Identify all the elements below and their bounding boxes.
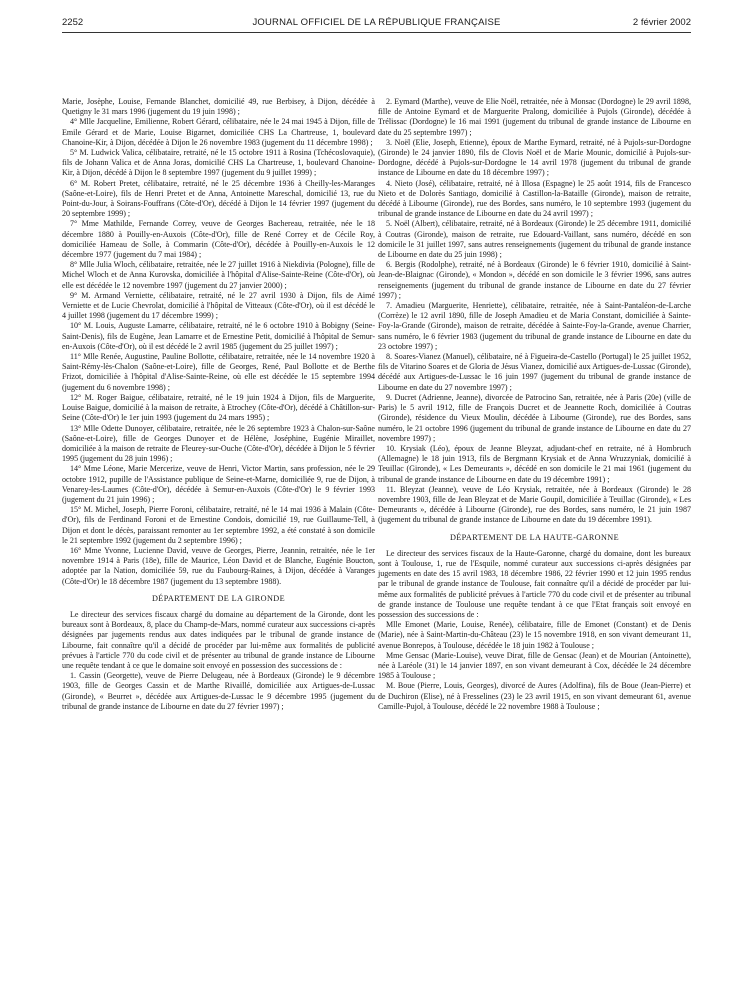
paragraph: 14° Mme Léone, Marie Mercerize, veuve de Henri, Victor Martin, sans profession, née le 29 octobre 1912, pupille de l'Assistance publique de Seine-et-Marne, domiciliée 9, rue de Dijon, à Venarey-les-Laumes (Côte-d'Or), décédée à Semur-en-Auxois (Côte-d'Or) le 9 février 1993 (jugement du 21 juin 1996) ; (62, 464, 375, 504)
paragraph: 13° Mlle Odette Dunoyer, célibataire, retraitée, née le 26 septembre 1923 à Chalon-sur-Saône (Saône-et-Loire), fille de Georges Dunoyer et de Hélène, Joséphine, Eugénie Miraillet, domiciliée à la maison de retraite de Fleurey-sur-Ouche (Côte-d'Or), décédée à Dijon le 5 février 1995 (jugement du 28 juin 1996) ; (62, 423, 375, 464)
left-column (62, 97, 375, 712)
paragraph: 1. Cassin (Georgette), veuve de Pierre Delugeau, née à Bordeaux (Gironde) le 9 décembre 1903, fille de Georges Cassin et de Marthe Rivaillé, domiciliée aux Artigues-de-Lussac (Gironde), « Beurret », décédée aux Artigues-de-Lussac le 9 décembre 1995 (jugement du tribunal de grande instance de Libourne en date du 27 février 1997) ; (62, 671, 375, 711)
paragraph: 9. Ducret (Adrienne, Jeanne), divorcée de Patrocino San, retraitée, née à Paris (20e) (ville de Paris) le 5 avril 1912, fille de François Ducret et de Jeannette Roch, domiciliée à Coutras (Gironde), résidence du Vieux Moulin, décédée à Libourne (Gironde), rue des Bordes, sans numéro, le 21 octobre 1996 (jugement du tribunal de grande instance de Libourne en date du 27 novembre 1997) ; (378, 392, 691, 443)
paragraph: 10° M. Louis, Auguste Lamarre, célibataire, retraité, né le 6 octobre 1910 à Bobigny (Seine-Saint-Denis), fils de Eugène, Jean Lamarre et de Ernestine Petit, domicilié à l'hôpital de Semur-en-Auxois (Côte-d'Or), où il est décédé le 2 avril 1985 (jugement du 25 juillet 1997) ; (62, 321, 375, 351)
paragraph: 9° M. Armand Verniette, célibataire, retraité, né le 27 avril 1930 à Dijon, fils de Aimé Verniette et de Lucie Chevrolat, domicilié à l'hôpital de Vitteaux (Côte-d'Or), où il est décédé le 4 juillet 1998 (jugement du 17 décembre 1999) ; (62, 290, 375, 321)
paragraph: M. Boue (Pierre, Louis, Georges), divorcé de Aures (Adolfina), fils de Boue (Jean-Pierre) et de Duchiron (Elise), né à Fresselines (23) le 23 avril 1915, en son vivant demeurant 61, avenue Camille-Pujol, à Toulouse, décédé le 22 novembre 1988 à Toulouse ; (378, 681, 691, 711)
paragraph: 5. Noël (Albert), célibataire, retraité, né à Bordeaux (Gironde) le 25 décembre 1911, domicilié à Coutras (Gironde), maison de retraite, rue Edouard-Vaillant, sans numéro, décédé en son domicile le 31 juillet 1997, sans autres renseignements (jugement du tribunal de grande instance de Libourne en date du 25 juin 1998) ; (378, 219, 691, 260)
paragraph: 15° M. Michel, Joseph, Pierre Foroni, célibataire, retraité, né le 14 mai 1936 à Malain (Côte-d'Or), fils de Ferdinand Foroni et de Ernestine Condois, domicilié 19, rue Guillaume-Tell, à Dijon et dont le décès, paraissant remonter au 1er septembre 1992, a été constaté à son domicile le 21 septembre 1992 (jugement du 2 septembre 1996) ; (62, 505, 375, 545)
paragraph: Mme Gensac (Marie-Louise), veuve Dirat, fille de Gensac (Jean) et de Mourian (Antoinette), née à Laréole (31) le 14 janvier 1897, en son vivant demeurant à Cox, décédée le 24 décembre 1985 à Toulouse ; (378, 650, 691, 681)
paragraph: 7. Amadieu (Marguerite, Henriette), célibataire, retraitée, née à Saint-Pantaléon-de-Larche (Corrèze) le 12 avril 1890, fille de Joseph Amadieu et de Maria Constant, domiciliée à Sainte-Foy-la-Grande (Gironde), maison de retraite, décédée à Sainte-Foy-la-Grande, avenue Charrier, sans numéro, le 6 février 1983 (jugement du tribunal de grande instance de Libourne en date du 23 octobre 1997) ; (378, 301, 691, 351)
paragraph: 6° M. Robert Pretet, célibataire, retraité, né le 25 décembre 1936 à Cheilly-les-Maranges (Saône-et-Loire), fils de Henri Pretet et de Anna, Antoinette Mareschal, domicilié 13, rue du Point-du-Jour, à Soirans-Fouffrans (Côte-d'Or), décédé à Dijon le 14 février 1997 (jugement du 20 septembre 1999) ; (62, 178, 375, 219)
paragraph: Le directeur des services fiscaux chargé du domaine au département de la Gironde, dont les bureaux sont à Bordeaux, 8, place du Champ-de-Mars, nommé curateur aux successions ci-après désignées par jugements rendus aux dates indiquées par le tribunal de grande instance de Libourne, fait connaître qu'il a décidé de procéder par lui-même aux formalités de publicité prévues à l'article 770 du code civil et de présenter au tribunal de grande instance de Libourne une requête tendant à ce que le domaine soit envoyé en possession des successions de : (62, 609, 375, 670)
paragraph: 4° Mlle Jacqueline, Emilienne, Robert Gérard, célibataire, née le 24 mai 1945 à Dijon, fille de Emile Gérard et de Marie, Louise Bigarnet, domiciliée CHS La Chartreuse, 1, boulevard Chanoine-Kir, à Dijon, décédée à Dijon le 26 novembre 1983 (jugement du 11 décembre 1998) ; (62, 117, 375, 147)
paragraph: Marie, Josèphe, Louise, Fernande Blanchet, domicilié 49, rue Berbisey, à Dijon, décédée à Quetigny le 31 mars 1996 (jugement du 19 juin 1998) ; (62, 97, 375, 117)
paragraph: 16° Mme Yvonne, Lucienne David, veuve de Georges, Pierre, Jeannin, retraitée, née le 1er novembre 1914 à Paris (18e), fille de Maurice, Léon David et de Blanche, Eugénie Boucton, adoptée par la Nation, domiciliée 59, rue du Faubourg-Raines, à Dijon, décédée à Varanges (Côte-d'Or) le 18 décembre 1987 (jugement du 13 septembre 1988). (62, 545, 375, 586)
page-header (62, 17, 691, 31)
paragraph: 3. Noël (Elie, Joseph, Etienne), époux de Marthe Eymard, retraité, né à Pujols-sur-Dordogne (Gironde) le 24 janvier 1890, fils de Clovis Noël et de Marie Mounic, domicilié à Pujols-sur-Dordogne, décédé à Pujols-sur-Dordogne le 14 avril 1978 (jugement du tribunal de grande instance de Libourne en date du 18 décembre 1997) ; (378, 137, 691, 178)
paragraph: 12° M. Roger Baigue, célibataire, retraité, né le 19 juin 1924 à Dijon, fils de Marguerite, Louise Baigue, domicilié à la maison de retraite, à Etrochey (Côte-d'Or), décédé à Châtillon-sur-Seine (Côte-d'Or) le 1er juin 1993 (jugement du 24 mars 1995) ; (62, 392, 375, 423)
section-heading: DÉPARTEMENT DE LA HAUTE-GARONNE (449, 532, 620, 542)
issue-date: 2 février 2002 (632, 17, 691, 28)
paragraph: 6. Bergis (Rodolphe), retraité, né à Bordeaux (Gironde) le 6 février 1910, domicilié à Saint-Jean-de-Blaignac (Gironde), « Mondon », décédé en son domicile le 3 février 1996, sans autres renseignements (jugement du tribunal de grande instance de Libourne en date du 27 février 1997) ; (378, 260, 691, 300)
paragraph: 11. Bleyzat (Jeanne), veuve de Léo Krysiak, retraitée, née à Bordeaux (Gironde) le 28 novembre 1903, fille de Jean Bleyzat et de Marie Goupil, domiciliée à Teuillac (Gironde), « Les Demeurants », décédée à Libourne (Gironde), rue des Bordes, sans numéro, le 21 juin 1987 (jugement du tribunal de grande instance de Libourne en date du 19 décembre 1991). (378, 484, 691, 525)
paragraph: 2. Eymard (Marthe), veuve de Elie Noël, retraitée, née à Monsac (Dordogne) le 29 avril 1898, fille de Antoine Eymard et de Marguerite Pralong, domiciliée à Pujols (Gironde), décédée à Trélissac (Dordogne) le 16 mai 1991 (jugement du tribunal de grande instance de Libourne en date du 25 septembre 1997) ; (378, 97, 691, 137)
paragraph: Mlle Emonet (Marie, Louise, Renée), célibataire, fille de Emonet (Constant) et de Denis (Marie), née à Saint-Martin-du-Château (23) le 15 novembre 1918, en son vivant demeurant 11, avenue Bonrepos, à Toulouse, décédée le 18 juin 1982 à Toulouse ; (378, 620, 691, 650)
right-column (378, 97, 691, 712)
page-number: 2252 (62, 17, 84, 28)
header-rule (62, 32, 691, 33)
paragraph: 8° Mlle Julia Wloch, célibataire, retraitée, née le 27 juillet 1916 à Niekdivia (Pologne), fille de Michel Wloch et de Anna Kurovska, domiciliée à l'hôpital d'Alise-Sainte-Reine (Côte-d'Or), où elle est décédée le 12 novembre 1997 (jugement du 27 janvier 2000) ; (62, 260, 375, 290)
paragraph: 7° Mme Mathilde, Fernande Correy, veuve de Georges Bachereau, retraitée, née le 18 décembre 1880 à Pouilly-en-Auxois (Côte-d'Or), fille de René Correy et de Cécile Roy, domiciliée Hameau de Solle, à Commarin (Côte-d'Or), décédée à Pouilly-en-Auxois le 12 décembre 1977 (jugement du 7 mai 1984) ; (62, 219, 375, 260)
paragraph: 8. Soares-Vianez (Manuel), célibataire, né à Figueira-de-Castello (Portugal) le 25 juillet 1952, fils de Vitarino Soares et de Gloria de Jésus Vianez, domicilié aux Artigues-de-Lussac (Gironde), décédé aux Artigues-de-Lussac le 16 juin 1997 (jugement du tribunal de grande instance de Libourne en date du 27 novembre 1997) ; (378, 352, 691, 392)
section-heading: DÉPARTEMENT DE LA GIRONDE (151, 593, 285, 603)
paragraph: 5° M. Ludwick Valica, célibataire, retraité, né le 15 octobre 1911 à Rosina (Tchécoslovaquie), fils de Johann Valica et de Anna Joras, domicilié CHS La Chartreuse, 1, boulevard Chanoine-Kir, à Dijon, décédé à Dijon le 8 septembre 1997 (jugement du 9 juillet 1999) ; (62, 148, 375, 178)
paragraph: 11° Mlle Renée, Augustine, Pauline Bollotte, célibataire, retraitée, née le 14 novembre 1920 à Saint-Rémy-lès-Chalon (Saône-et-Loire), fille de Georges, René, Paul Bollotte et de Berthe Frizot, domiciliée à l'hôpital d'Alise-Sainte-Reine, où elle est décédée le 15 septembre 1994 (jugement du 6 novembre 1998) ; (62, 352, 375, 392)
journal-title: JOURNAL OFFICIEL DE LA RÉPUBLIQUE FRANÇAISE (252, 17, 501, 28)
paragraph: 4. Nieto (José), célibataire, retraité, né à Illosa (Espagne) le 25 août 1914, fils de Francesco Nieto et de Dolorès Santiago, domicilié à Castillon-la-Bataille (Gironde), maison de retraite, décédé à Libourne (Gironde), rue des Bordes, sans numéro, le 10 septembre 1993 (jugement du tribunal de grande instance de Libourne en date du 24 avril 1997) ; (378, 178, 691, 219)
paragraph: Le directeur des services fiscaux de la Haute-Garonne, chargé du domaine, dont les bureaux sont à Toulouse, 1, rue de l'Esquile, nommé curateur aux successions ci-après désignées par jugements en date des 15 avril 1983, 18 décembre 1986, 22 février 1990 et 12 juin 1995 rendus par le tribunal de grande instance de Toulouse, fait connaître qu'il a décidé de procéder par lui-même aux formalités de publicité prévues à l'article 770 du code civil et de présenter au tribunal de grande instance de Toulouse une requête tendant à ce que l'Etat français soit envoyé en possession des successions de : (378, 548, 691, 619)
paragraph: 10. Krysiak (Léo), époux de Jeanne Bleyzat, adjudant-chef en retraite, né à Hombruch (Allemagne) le 18 juin 1913, fils de Bergmann Krysiak et de Anna Wruzzyniak, domicilié à Teuillac (Gironde), « Les Demeurants », décédé en son domicile le 21 mai 1961 (jugement du tribunal de grande instance de Libourne en date du 19 décembre 1991) ; (378, 443, 691, 484)
